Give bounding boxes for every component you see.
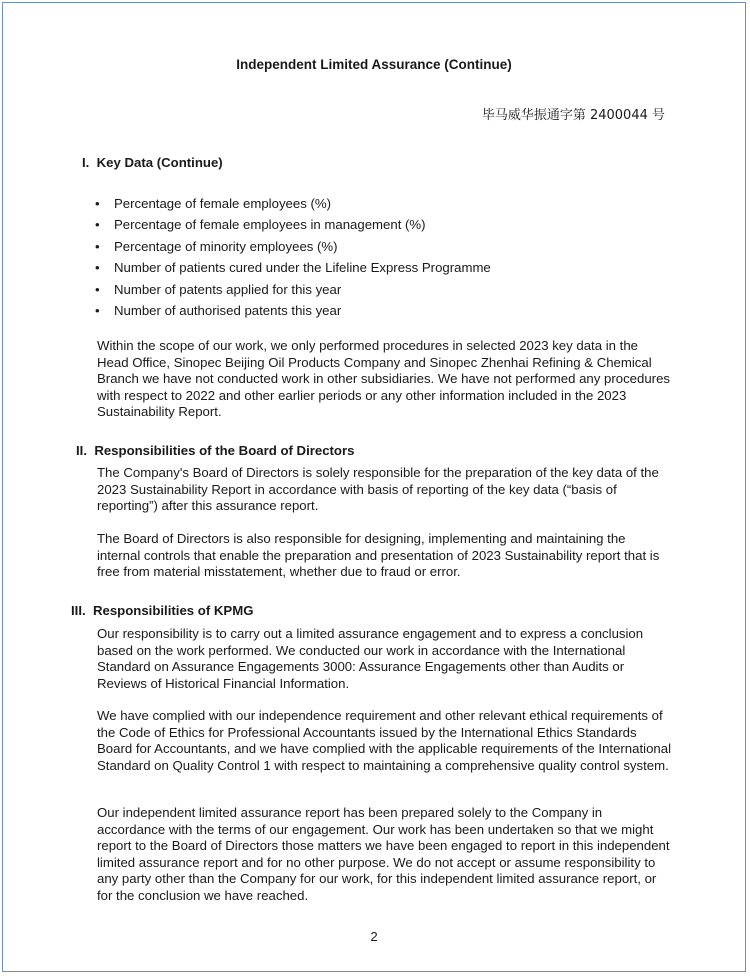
- bullet-icon: •: [95, 260, 100, 276]
- scope-paragraph: Within the scope of our work, we only performed procedures in selected 2023 key data in the Head Office, Sinopec Beijing Oil Products Company and Sinopec Zhenhai Refining & Chemical Branch we have not conducted work in other subsidiaries. We have not performed any procedures with respect to 2022 and other earlier periods or any other information included in the 2023 Sustainability Report.: [97, 338, 670, 420]
- board-paragraph-1: The Company's Board of Directors is solely responsible for the preparation of the key data of the 2023 Sustainability Report in accordance with basis of reporting of the key data (“basis of reporting”) after this assurance report.: [97, 465, 659, 514]
- reference-number: 毕马威华振通字第 2400044 号: [481, 108, 665, 123]
- section-heading-board-responsibilities: [76, 443, 354, 458]
- bullet-icon: •: [95, 281, 100, 297]
- section-number: II.: [76, 443, 87, 458]
- list-item: • Percentage of minority employees (%): [95, 238, 338, 254]
- section-heading-key-data: [82, 155, 223, 170]
- page-number: 2: [370, 929, 378, 944]
- bullet-icon: •: [95, 302, 100, 318]
- section-number: I.: [82, 155, 90, 170]
- bullet-icon: •: [95, 238, 100, 254]
- section-title: Responsibilities of the Board of Directors: [94, 443, 355, 458]
- page-title: Independent Limited Assurance (Continue): [236, 57, 512, 72]
- key-data-list: [95, 195, 491, 323]
- bullet-icon: •: [95, 217, 100, 233]
- bullet-icon: •: [95, 196, 100, 211]
- section-title: Responsibilities of KPMG: [92, 603, 254, 618]
- list-item: • Number of patients cured under the Lifeline Express Programme: [95, 260, 491, 276]
- kpmg-paragraph-3: Our independent limited assurance report has been prepared solely to the Company in accordance with the terms of our engagement. Our work has been undertaken so that we might report to the Board of Directors those matters we have been engaged to report in this independent limited assurance report and for no other purpose. We do not accept or assume responsibility to any party other than the Company for our work, for this independent limited assurance report, or for the conclusion we have reached.: [97, 805, 670, 903]
- section-number: III.: [71, 603, 86, 618]
- list-item: • Percentage of female employees (%): [95, 196, 331, 211]
- kpmg-paragraph-2: We have complied with our independence requirement and other relevant ethical requirements of the Code of Ethics for Professional Accountants issued by the International Ethics Standards Board for Accountants, and we have complied with the applicable requirements of the International Standard on Quality Control 1 with respect to maintaining a comprehensive quality control system.: [97, 708, 672, 773]
- list-item: • Number of authorised patents this year: [95, 302, 342, 318]
- section-heading-kpmg-responsibilities: [71, 603, 253, 618]
- kpmg-paragraph-1: Our responsibility is to carry out a limited assurance engagement and to express a conclusion based on the work performed. We conducted our work in accordance with the International Standard on Assurance Engagements 3000: Assurance Engagements other than Audits or Reviews of Historical Financial Information.: [97, 626, 644, 691]
- section-title: Key Data (Continue): [96, 155, 223, 170]
- board-paragraph-2: The Board of Directors is also responsible for designing, implementing and maintaining the internal controls that enable the preparation and presentation of 2023 Sustainability report that is free from material misstatement, whether due to fraud or error.: [97, 531, 660, 580]
- list-item: • Percentage of female employees in management (%): [95, 217, 426, 233]
- document-page: [2, 2, 746, 972]
- list-item: • Number of patents applied for this year: [95, 281, 342, 297]
